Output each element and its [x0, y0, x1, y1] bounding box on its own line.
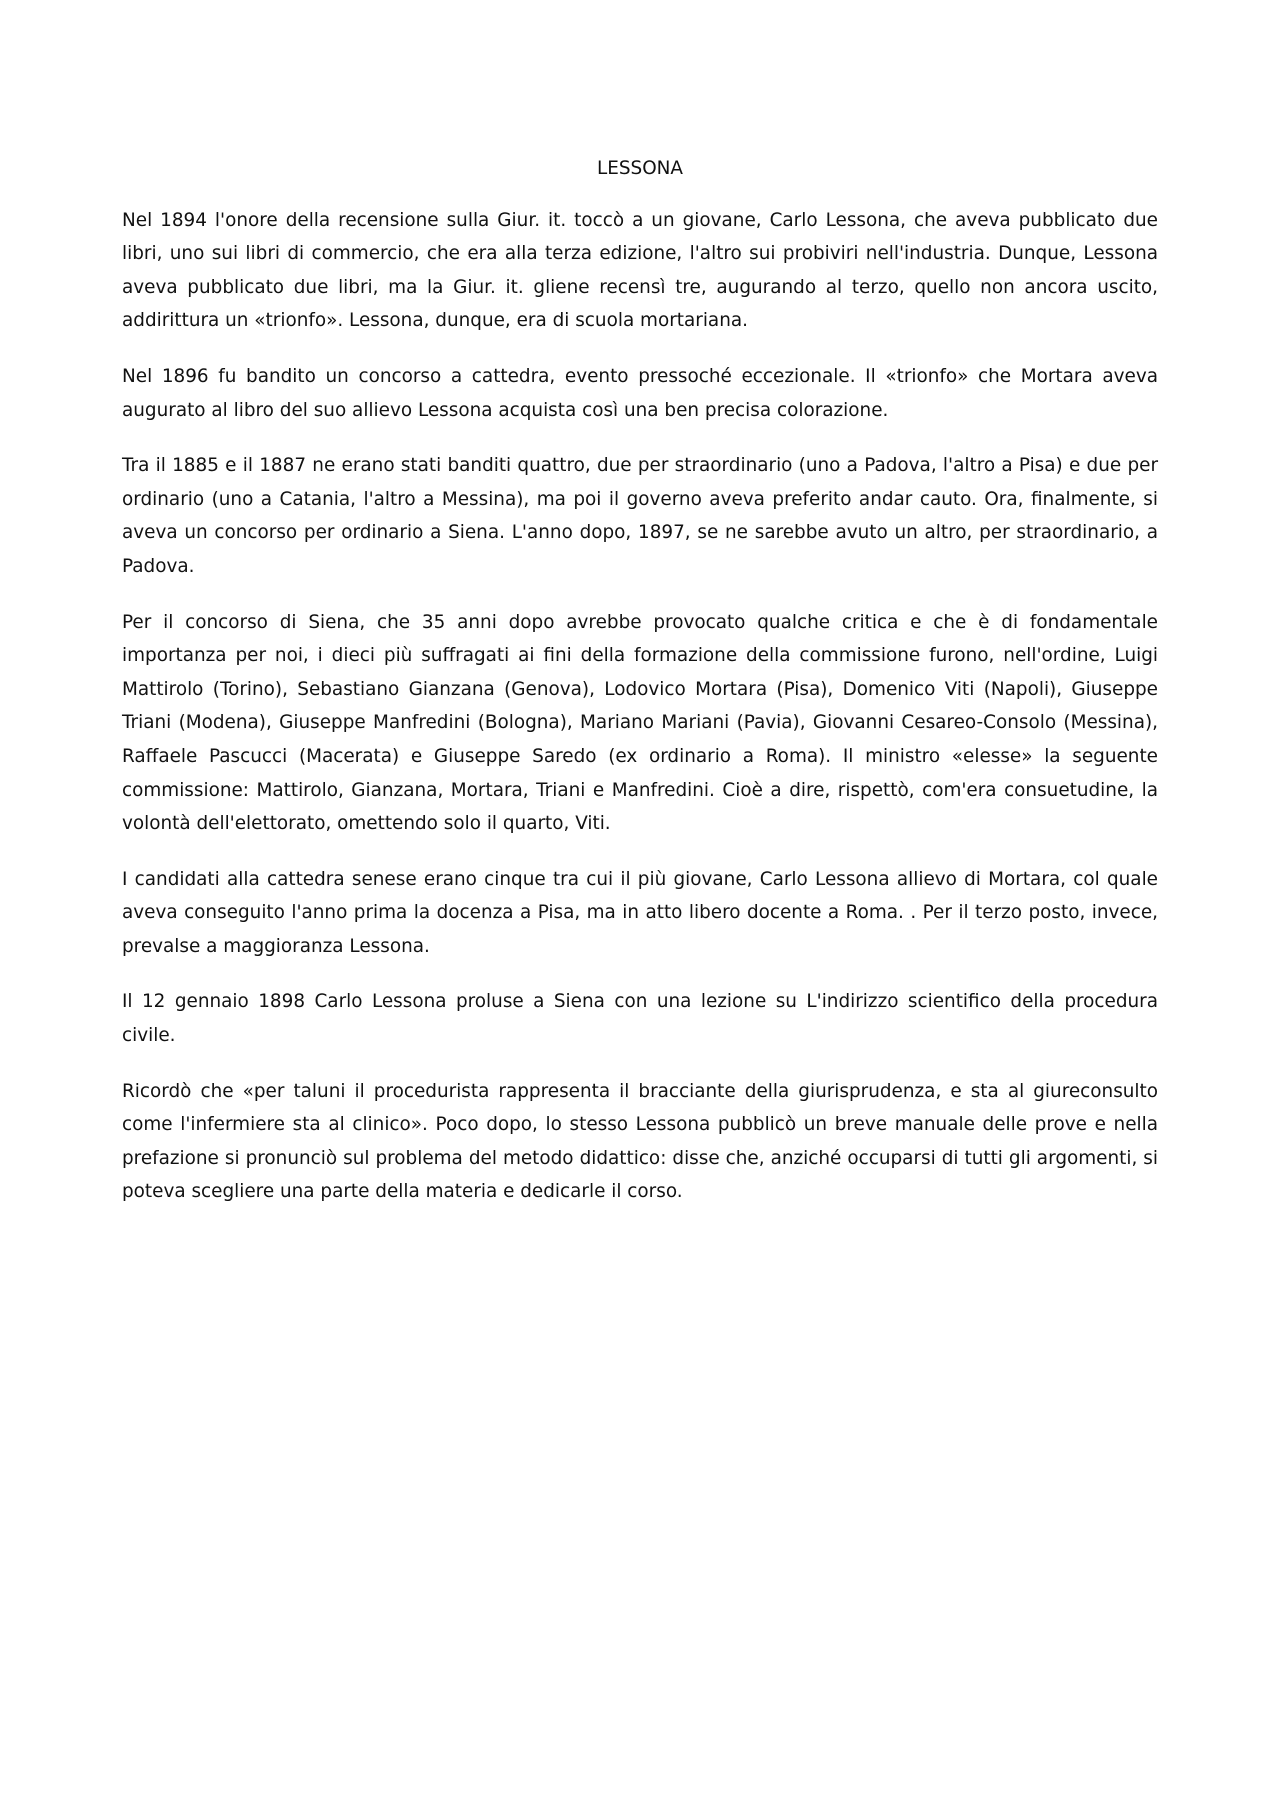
paragraph: I candidati alla cattedra senese erano cinque tra cui il più giovane, Carlo Lessona allievo di Mortara, col quale aveva conseguito l'anno prima la docenza a Pisa, ma in atto libero docente a Roma. . Per il terzo posto, invece, prevalse a maggioranza Lessona. [122, 868, 1158, 957]
paragraph: Il 12 gennaio 1898 Carlo Lessona proluse a Siena con una lezione su L'indirizzo scientifico della procedura civile. [122, 991, 1158, 1047]
paragraph: Tra il 1885 e il 1887 ne erano stati banditi quattro, due per straordinario (uno a Padova, l'altro a Pisa) e due per ordinario (uno a Catania, l'altro a Messina), ma poi il governo aveva preferito andar cauto. Ora, finalmente, si aveva un concorso per ordinario a Siena. L'anno dopo, 1897, se ne sarebbe avuto un altro, per straordinario, a Padova. [122, 455, 1158, 577]
paragraph: Ricordò che «per taluni il procedurista rappresenta il bracciante della giurisprudenza, e sta al giureconsulto come l'infermiere sta al clinico». Poco dopo, lo stesso Lessona pubblicò un breve manuale delle prove e nella prefazione si pronunciò sul problema del metodo didattico: disse che, anziché occuparsi di tutti gli argomenti, si poteva scegliere una parte della materia e dedicarle il corso. [122, 1080, 1158, 1203]
paragraph: Nel 1896 fu bandito un concorso a cattedra, evento pressoché eccezionale. Il «trionfo» che Mortara aveva augurato al libro del suo allievo Lessona acquista così una ben precisa colorazione. [122, 365, 1158, 421]
paragraph: Nel 1894 l'onore della recensione sulla Giur. it. toccò a un giovane, Carlo Lessona, che aveva pubblicato due libri, uno sui libri di commercio, che era alla terza edizione, l'altro sui probiviri nell'industria. Dunque, Lessona aveva pubblicato due libri, ma la Giur. it. gliene recensì tre, augurando al terzo, quello non ancora uscito, addirittura un «trionfo». Lessona, dunque, era di scuola mortariana. [122, 209, 1158, 332]
document-body [122, 152, 1158, 1231]
document-title: LESSONA [596, 158, 684, 179]
paragraph: Per il concorso di Siena, che 35 anni dopo avrebbe provocato qualche critica e che è di fondamentale importanza per noi, i dieci più suffragati ai fini della formazione della commissione furono, nell'ordine, Luigi Mattirolo (Torino), Sebastiano Gianzana (Genova), Lodovico Mortara (Pisa), Domenico Viti (Napoli), Giuseppe Triani (Modena), Giuseppe Manfredini (Bologna), Mariano Mariani (Pavia), Giovanni Cesareo-Consolo (Messina), Raffaele Pascucci (Macerata) e Giuseppe Saredo (ex ordinario a Roma). Il ministro «elesse» la seguente commissione: Mattirolo, Gianzana, Mortara, Triani e Manfredini. Cioè a dire, rispettò, com'era consuetudine, la volontà dell'elettorato, omettendo solo il quarto, Viti. [122, 611, 1158, 835]
